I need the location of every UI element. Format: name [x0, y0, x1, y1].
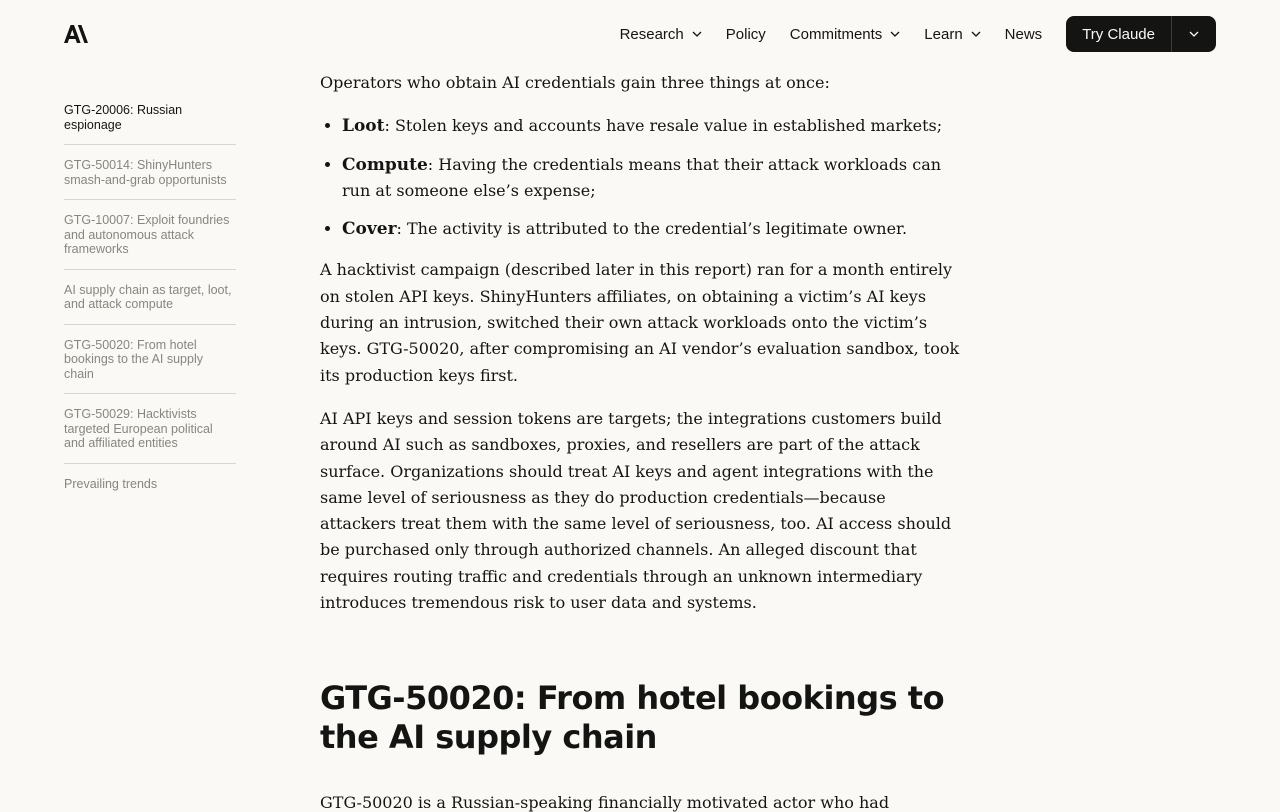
chevron-down-icon — [890, 29, 900, 39]
list-item — [342, 113, 964, 139]
toc-item-prevailing-trends[interactable]: Prevailing trends — [64, 476, 158, 491]
nav-learn[interactable] — [924, 26, 980, 43]
chevron-down-icon — [971, 29, 981, 39]
body-paragraph-partial: GTG-50020 is a Russian-speaking financially motivated actor who had — [320, 793, 890, 812]
toc-item-shinyhunters[interactable]: GTG-50014: ShinyHunters smash-and-grab opportunists — [64, 157, 236, 200]
chevron-down-icon — [692, 29, 702, 39]
credential-gains-list — [320, 113, 964, 242]
list-item — [342, 152, 964, 205]
site-header — [0, 0, 1280, 68]
nav-policy-label: Policy — [725, 25, 766, 43]
nav-commitments-label: Commitments — [789, 25, 883, 43]
bullet-text: : Stolen keys and accounts have resale value in established markets; — [384, 116, 943, 136]
try-claude-button-group — [1066, 16, 1216, 52]
nav-research[interactable] — [620, 26, 702, 43]
table-of-contents — [64, 102, 236, 515]
list-item — [342, 216, 964, 242]
try-claude-dropdown-button[interactable] — [1172, 16, 1216, 52]
nav-research-label: Research — [619, 25, 684, 43]
toc-item-exploit-foundries[interactable]: GTG-10007: Exploit foundries and autonomous attack frameworks — [64, 212, 236, 270]
article-body — [320, 70, 964, 757]
bullet-term: Loot — [342, 116, 385, 137]
intro-paragraph: Operators who obtain AI credentials gain three things at once: — [320, 73, 830, 92]
nav-policy[interactable] — [726, 26, 766, 43]
toc-item-hotel-bookings[interactable]: GTG-50020: From hotel bookings to the AI supply chain — [64, 337, 236, 395]
body-paragraph: AI API keys and session tokens are targets; the integrations customers build around AI such as sandboxes, proxies, and resellers are part of the attack surface. Organizations should treat AI keys and agent integrations with the same level of seriousness as they do production credentials—because attackers treat them with the same level of seriousness, too. AI access should be purchased only through authorized channels. An alleged discount that requires routing traffic and credentials through an unknown intermediary introduces tremendous risk to user data and systems. — [320, 408, 952, 613]
anthropic-logo-icon[interactable] — [64, 24, 88, 44]
nav-commitments[interactable] — [790, 26, 901, 43]
body-paragraph: A hacktivist campaign (described later in this report) ran for a month entirely on stolen API keys. ShinyHunters affiliates, on obtaining a victim’s AI keys during an intrusion, switched their own attack workloads onto the victim’s keys. GTG-50020, after compromising an AI vendor’s evaluation sandbox, took its production keys first. — [320, 260, 960, 385]
bullet-term: Compute — [342, 154, 428, 175]
toc-item-ai-supply-chain[interactable]: AI supply chain as target, loot, and attack compute — [64, 282, 236, 325]
section-heading: GTG-50020: From hotel bookings to the AI supply chain — [320, 679, 945, 757]
nav-news[interactable] — [1005, 26, 1043, 43]
nav-news-label: News — [1004, 25, 1043, 43]
try-claude-button[interactable]: Try Claude — [1066, 16, 1172, 52]
toc-item-hacktivists[interactable]: GTG-50029: Hacktivists targeted European political and affiliated entities — [64, 406, 236, 464]
nav-learn-label: Learn — [924, 25, 963, 43]
bullet-text: : Having the credentials means that their attack workloads can run at someone else’s expense; — [342, 154, 942, 200]
bullet-text: : The activity is attributed to the credential’s legitimate owner. — [396, 219, 908, 239]
bullet-term: Cover — [342, 219, 397, 240]
main-nav — [620, 16, 1216, 52]
chevron-down-icon — [1189, 29, 1199, 39]
toc-item-russian-espionage[interactable]: GTG-20006: Russian espionage — [64, 102, 236, 145]
